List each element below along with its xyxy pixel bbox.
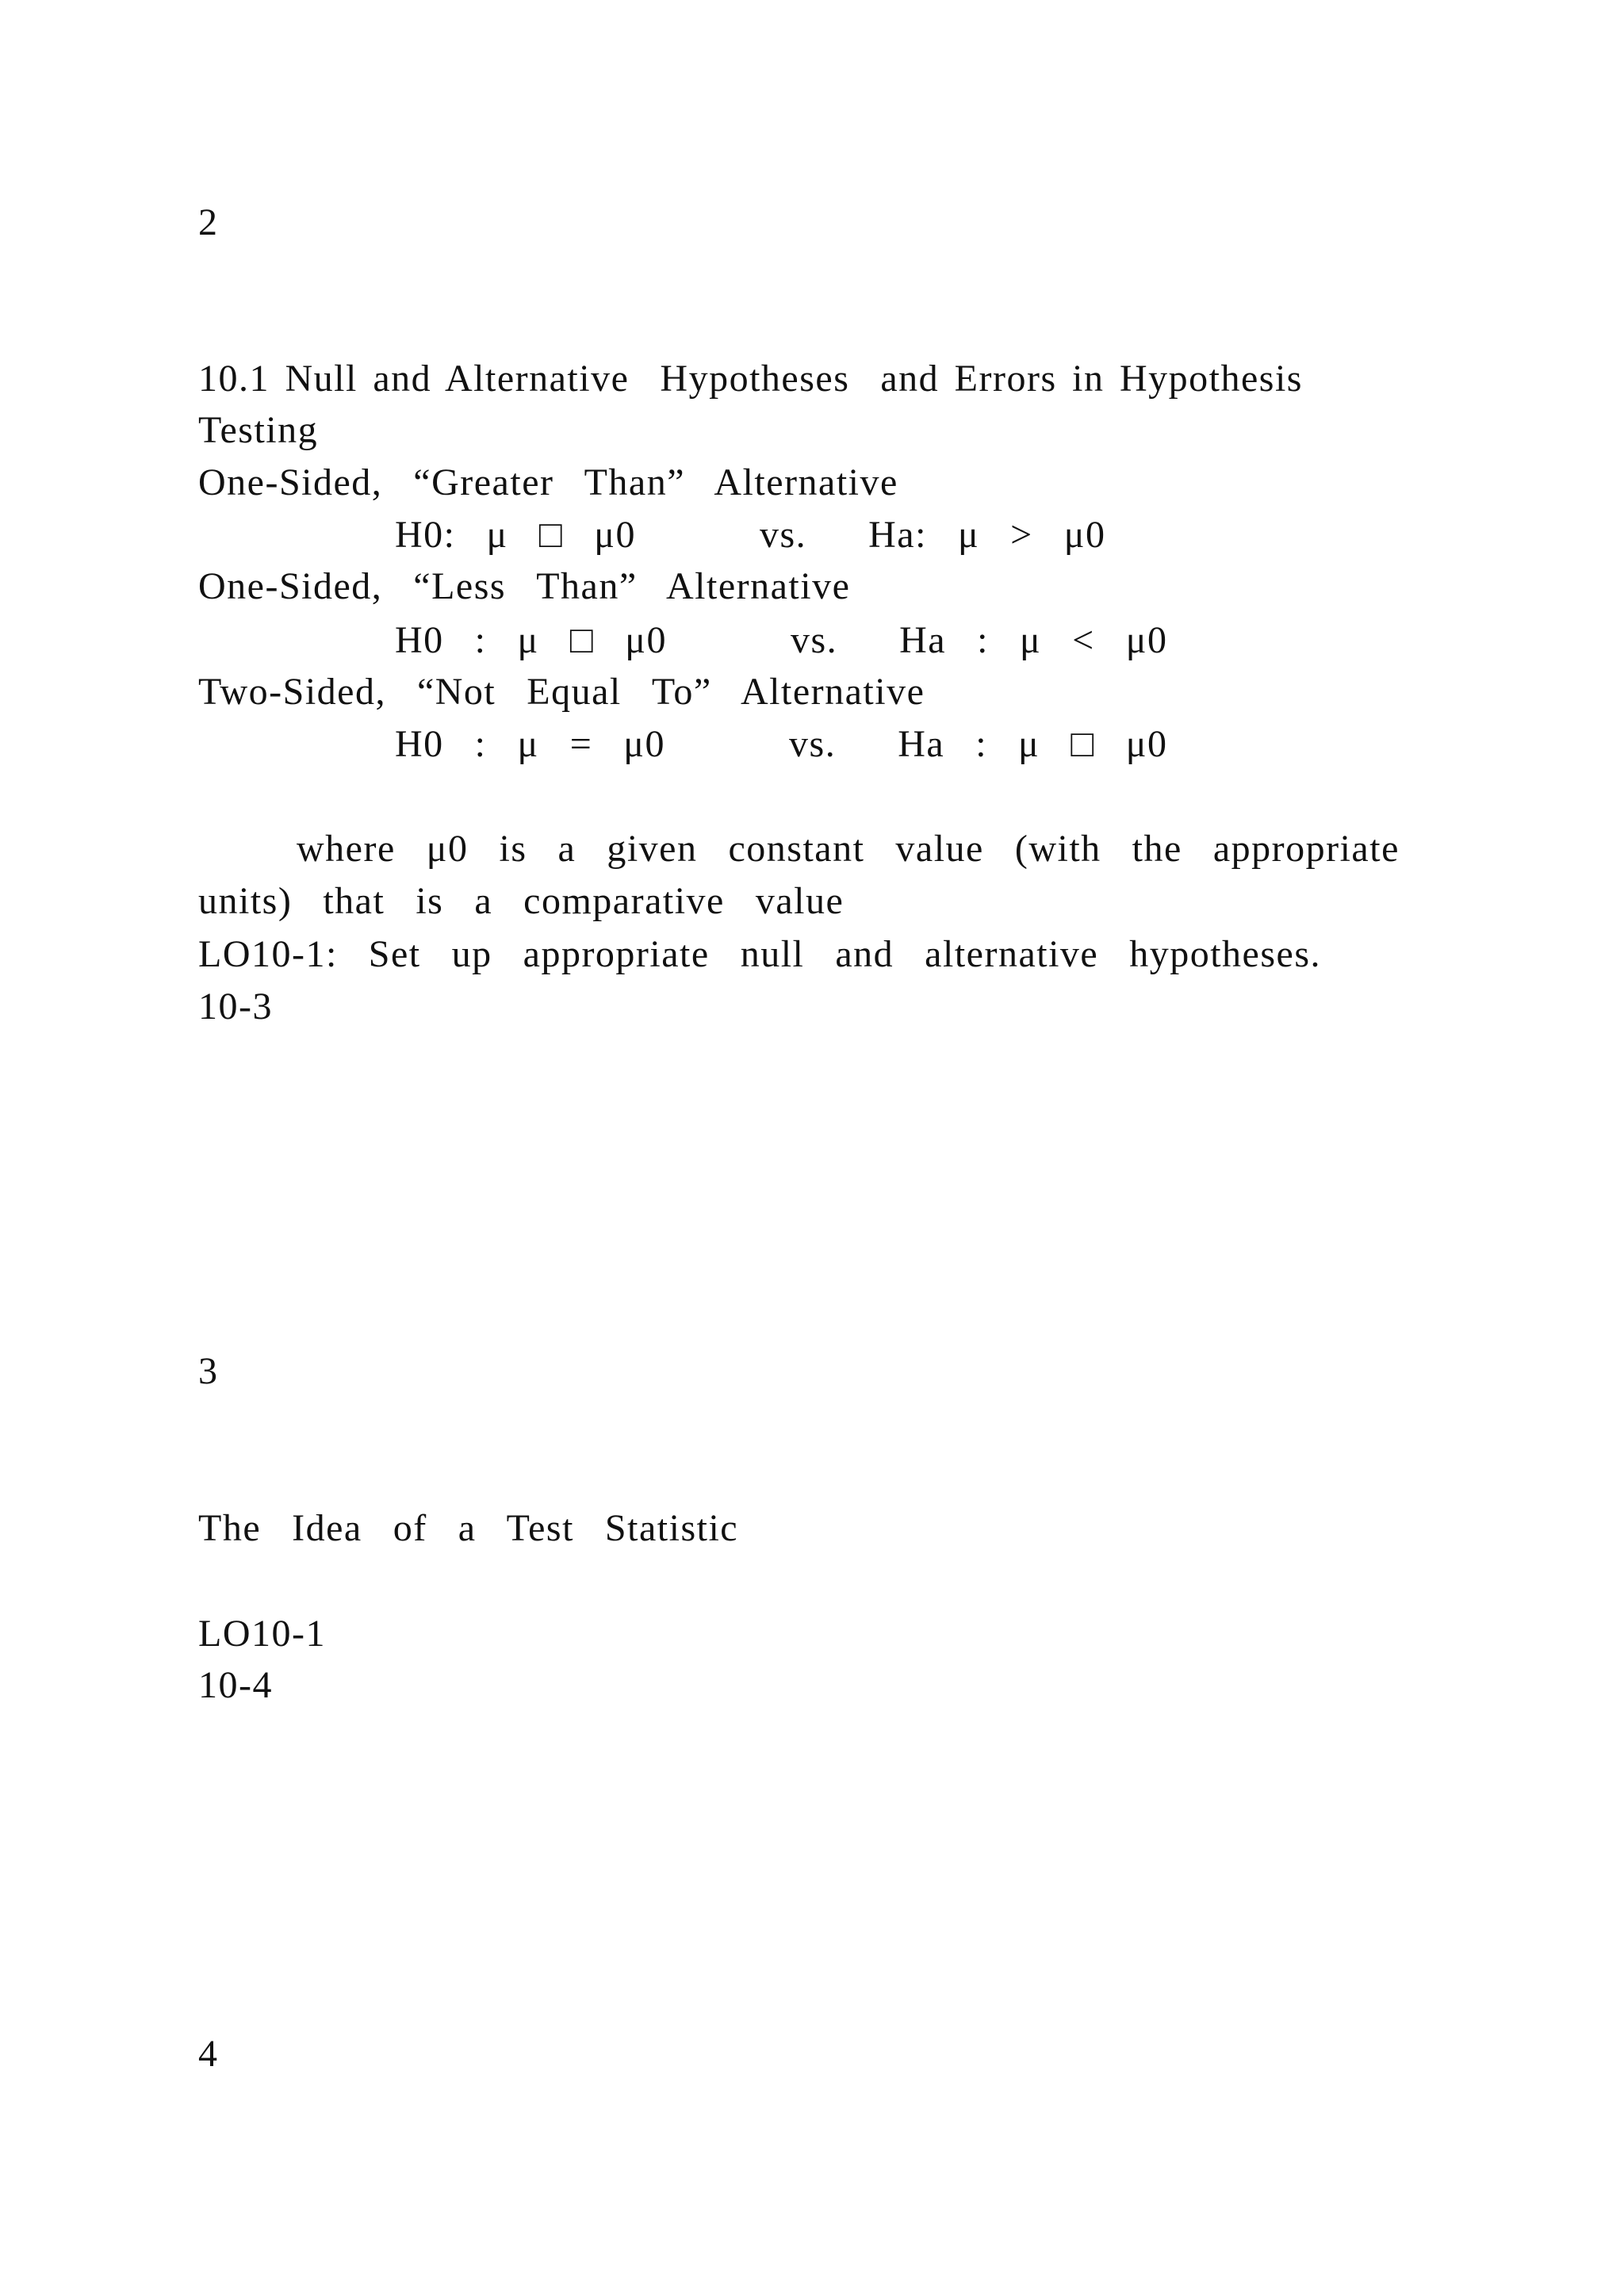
section-heading: 10.1 Null and Alternative Hypotheses and Errors in Hypothesis: [198, 358, 1303, 400]
page-number: 3: [198, 1350, 219, 1392]
alternative-label-less: One-Sided, “Less Than” Alternative: [198, 565, 851, 607]
slide-number: 10-3: [198, 985, 273, 1027]
page-number: 2: [198, 201, 219, 243]
alternative-label-greater: One-Sided, “Greater Than” Alternative: [198, 461, 898, 503]
hypothesis-less: H0 : μ □ μ0 vs. Ha : μ < μ0: [395, 619, 1168, 661]
hypothesis-not-equal: H0 : μ = μ0 vs. Ha : μ □ μ0: [395, 723, 1168, 765]
hypothesis-greater: H0: μ □ μ0 vs. Ha: μ > μ0: [395, 514, 1106, 556]
section-heading: The Idea of a Test Statistic: [198, 1507, 739, 1549]
definition-paragraph-line-2: units) that is a comparative value: [198, 880, 845, 922]
learning-objective: LO10-1: [198, 1613, 326, 1655]
slide-number: 10-4: [198, 1664, 273, 1706]
alternative-label-not-equal: Two-Sided, “Not Equal To” Alternative: [198, 671, 925, 713]
definition-paragraph-line-1: where μ0 is a given constant value (with the appropriate: [297, 828, 1400, 870]
section-heading-continued: Testing: [198, 409, 319, 451]
page-number: 4: [198, 2033, 219, 2075]
learning-objective: LO10-1: Set up appropriate null and alternative hypotheses.: [198, 933, 1322, 975]
